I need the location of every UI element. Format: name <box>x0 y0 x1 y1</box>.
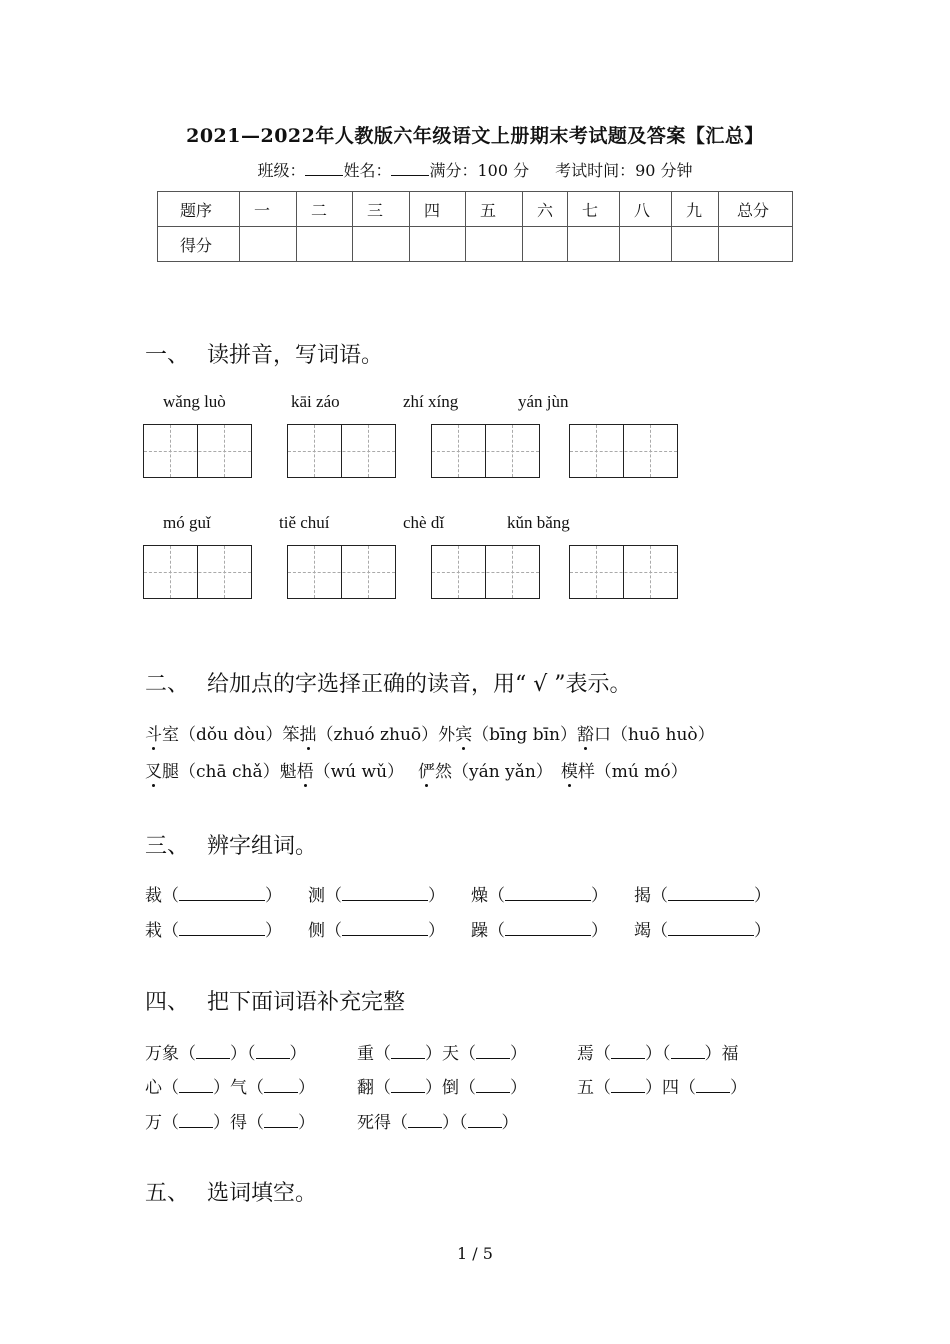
idiom-item[interactable]: 万（ ）得（ ） <box>145 1113 315 1133</box>
reading-line-2: 叉腿（chā chǎ）魁梧（wú wǔ） 俨然（yán yǎn） 模样（mú mó） <box>145 757 688 782</box>
header-cell: 四 <box>410 192 466 227</box>
score-cell[interactable] <box>719 227 793 262</box>
header-cell: 九 <box>672 192 719 227</box>
header-cell: 三 <box>353 192 410 227</box>
score-cell[interactable] <box>523 227 568 262</box>
idiom-item[interactable]: 死得（ ）（ ） <box>357 1113 519 1133</box>
writing-grid[interactable] <box>431 424 540 478</box>
word-item[interactable]: 裁（ ） <box>145 886 282 906</box>
score-cell[interactable] <box>410 227 466 262</box>
class-blank <box>305 161 343 176</box>
score-table-score-row <box>158 227 793 262</box>
row-label: 得分 <box>158 227 240 262</box>
score-cell[interactable] <box>297 227 353 262</box>
writing-grid[interactable] <box>431 545 540 599</box>
idiom-item[interactable]: 焉（ ）（ ）福 <box>577 1044 739 1064</box>
writing-grid[interactable] <box>569 545 678 599</box>
writing-grid[interactable] <box>143 424 252 478</box>
word-item[interactable]: 栽（ ） <box>145 921 282 941</box>
pinyin: zhí xíng <box>403 392 459 411</box>
header-cell: 五 <box>466 192 523 227</box>
word-item[interactable]: 竭（ ） <box>634 921 771 941</box>
section-2-heading: 二、 给加点的字选择正确的读音，用“ √ ”表示。 <box>145 672 632 697</box>
name-label: 姓名： <box>343 161 392 180</box>
name-blank <box>391 161 429 176</box>
writing-grid[interactable] <box>143 545 252 599</box>
exam-info <box>0 158 950 181</box>
score-table-header-row <box>158 192 793 227</box>
exam-time: 考试时间：90 分钟 <box>555 161 693 180</box>
idiom-item[interactable]: 万象（ ）（ ） <box>145 1044 307 1064</box>
section-3-heading: 三、 辨字组词。 <box>145 834 318 859</box>
pinyin: mó guǐ <box>163 513 211 532</box>
section-5-heading: 五、 选词填空。 <box>145 1181 318 1206</box>
page-number: 1 / 5 <box>457 1244 493 1263</box>
writing-grid[interactable] <box>287 545 396 599</box>
header-cell: 八 <box>620 192 672 227</box>
word-item[interactable]: 测（ ） <box>308 886 445 906</box>
idiom-item[interactable]: 重（ ）天（ ） <box>357 1044 527 1064</box>
class-label: 班级： <box>257 161 306 180</box>
score-cell[interactable] <box>353 227 410 262</box>
pinyin: wǎng luò <box>163 392 226 411</box>
pinyin: chè dǐ <box>403 513 445 532</box>
word-item[interactable]: 侧（ ） <box>308 921 445 941</box>
score-cell[interactable] <box>240 227 297 262</box>
header-cell: 总分 <box>719 192 793 227</box>
writing-grid[interactable] <box>287 424 396 478</box>
pinyin: kǔn bǎng <box>507 513 570 532</box>
pinyin: tiě chuí <box>279 513 330 532</box>
score-cell[interactable] <box>672 227 719 262</box>
section-4-heading: 四、 把下面词语补充完整 <box>145 990 406 1015</box>
idiom-item[interactable]: 心（ ）气（ ） <box>145 1078 315 1098</box>
full-score: 满分：100 分 <box>429 161 530 180</box>
header-cell: 一 <box>240 192 297 227</box>
reading-line-1: 斗室（dǒu dòu）笨拙（zhuó zhuō）外宾（bīng bīn）豁口（huō huò） <box>145 720 715 745</box>
section-1-heading: 一、 读拼音，写词语。 <box>145 343 384 368</box>
word-item[interactable]: 燥（ ） <box>471 886 608 906</box>
idiom-item[interactable]: 五（ ）四（ ） <box>577 1078 747 1098</box>
idiom-item[interactable]: 翻（ ）倒（ ） <box>357 1078 527 1098</box>
pinyin: kāi záo <box>291 392 340 411</box>
score-cell[interactable] <box>568 227 620 262</box>
pinyin: yán jùn <box>518 392 569 411</box>
writing-grid[interactable] <box>569 424 678 478</box>
header-cell: 二 <box>297 192 353 227</box>
word-item[interactable]: 躁（ ） <box>471 921 608 941</box>
score-cell[interactable] <box>466 227 523 262</box>
score-table <box>157 191 793 262</box>
page-title: 2021—2022年人教版六年级语文上册期末考试题及答案【汇总】 <box>186 125 764 147</box>
header-cell: 六 <box>523 192 568 227</box>
header-cell: 题序 <box>158 192 240 227</box>
header-cell: 七 <box>568 192 620 227</box>
score-cell[interactable] <box>620 227 672 262</box>
word-item[interactable]: 揭（ ） <box>634 886 771 906</box>
